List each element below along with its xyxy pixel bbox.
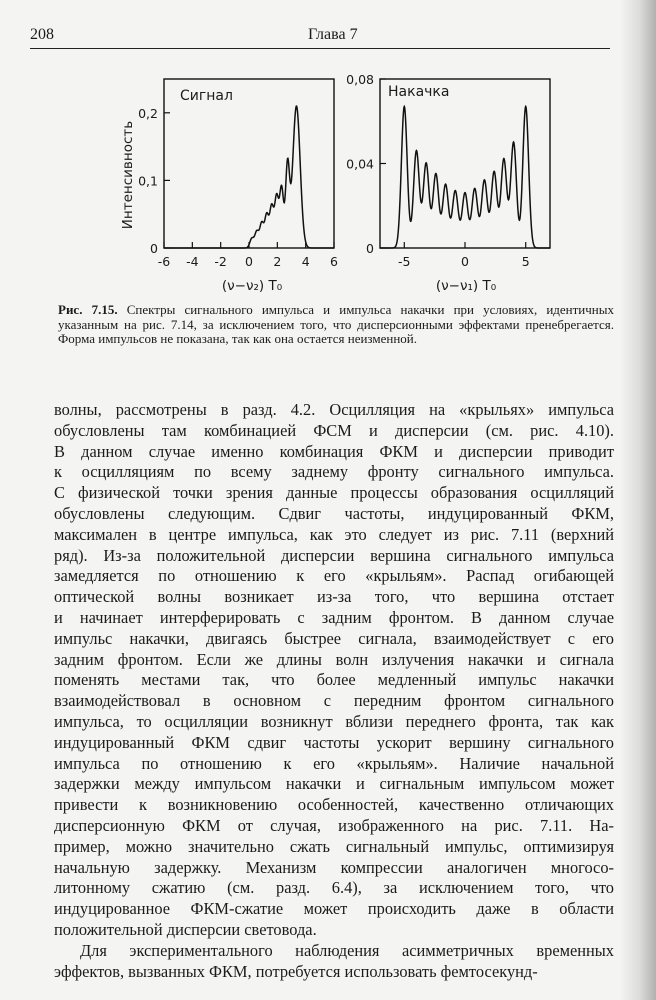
text-line: пример, можно значительно сжать сигнальный импульс, оптимизируя [54,836,614,856]
signal-y-tick-label: 0,2 [138,105,158,121]
body-text [54,400,614,982]
signal-x-tick-label: -4 [186,254,199,269]
pump-x-label: (ν−ν₁) T₀ [435,278,497,294]
text-line: ряд). Из-за положительной дисперсии вершина сигнального импульса [54,545,614,565]
text-line: привести к возникновению особенностей, качественно отличающих [54,795,614,815]
text-line: С физической точки зрения данные процессы образования осцилляций [54,483,614,503]
signal-x-tick-label: 6 [330,254,338,269]
text-line: и начинает интерферировать с задним фронтом. В данном случае [54,607,614,627]
text-line: индуцированное ФКМ-сжатие может происходить даже в области [54,899,614,919]
page-number: 208 [30,26,54,43]
text-line: литонному сжатию (см. разд. 6.4), за исключением того, что [54,878,614,898]
pump-spectrum-curve [380,106,550,248]
signal-x-tick-label: -6 [157,254,171,269]
text-line: задним фронтом. Если же длины волн излучения накачки и сигнала [54,649,614,669]
text-line: эффектов, вызванных ФКМ, потребуется использовать фемтосекунд- [54,961,538,981]
signal-y-label: Интенсивность [120,120,136,230]
signal-spectrum-curve [164,106,334,248]
chapter-title: Глава 7 [308,26,358,43]
pump-panel-title: Накачка [388,84,450,100]
caption-label: Рис. 7.15. [58,302,118,317]
text-line: замедляется по отношению к его «крыльям». Распад огибающей [54,566,614,586]
signal-y-tick-label: 0 [150,241,158,256]
text-line: дисперсионную ФКМ от случая, изображенного на рис. 7.11. На- [54,815,614,835]
pump-y-tick-label: 0,04 [346,156,374,172]
text-line: импульса, то осцилляции возникнут вблизи переднего фронта, так как [54,711,614,731]
text-line: обусловлены следующим. Сдвиг частоты, индуцированный ФКМ, [54,503,614,523]
text-line: волны, рассмотрены в разд. 4.2. Осцилляция на «крыльях» импульса [54,400,614,419]
pump-y-tick-label: 0,08 [346,72,374,87]
text-line: положительной дисперсии световода. [54,919,317,939]
text-line: импульс накачки, двигаясь быстрее сигнала, взаимодействует с его [54,628,614,648]
pump-plot-frame [380,79,550,248]
signal-x-tick-label: 0 [245,254,253,269]
text-line: поменять местами так, что более медленный импульс накачки [54,670,614,690]
signal-panel-title: Сигнал [180,88,233,104]
text-line: оптической волны возникает из-за того, что вершина отстает [54,587,614,607]
text-line: начальную задержку. Механизм компрессии аналогичен многосо- [54,857,614,877]
text-line: индуцированный ФКМ сдвиг частоты ускорит вершину сигнального [54,732,614,752]
signal-x-tick-label: -2 [214,254,227,269]
text-line: обусловлены там комбинацией ФСМ и дисперсии (см. рис. 4.10). [54,420,614,440]
text-line: Для экспериментального наблюдения асимметричных временных [80,940,614,960]
signal-plot-frame [164,79,334,248]
text-line: задержки между импульсом накачки и сигнальным импульсом может [54,774,614,794]
pump-x-tick-label: -5 [398,254,411,269]
figure-caption [58,303,614,347]
text-line: взаимодействовал в основном с передним фронтом сигнального [54,691,614,711]
text-line: В данном случае именно комбинация ФКМ и дисперсии приводит [54,441,614,461]
caption-text: Спектры сигнального импульса и импульса накачки при условиях, идентичных указанным на рис. 7.14, за исключением того, что дисперсионными эффектами пренебрегается. Форма импульсов не показана, так как она остается неизменной. [58,302,614,347]
text-line: максимален в центре импульса, как это следует из рис. 7.11 (верхний [54,524,614,544]
signal-y-tick-label: 0,1 [138,173,158,189]
signal-x-label: (ν−ν₂) T₀ [221,278,283,294]
pump-y-tick-label: 0 [366,241,374,256]
pump-x-tick-label: 5 [521,254,530,269]
pump-x-tick-label: 0 [461,254,469,269]
text-line: к осцилляциям по всему заднему фронту сигнального импульса. [54,462,614,482]
signal-x-tick-label: 2 [273,254,282,269]
signal-x-tick-label: 4 [301,254,310,269]
text-line: импульса по отношению к его «крыльям». Наличие начальной [54,753,614,773]
figure-7-15 [0,0,656,300]
